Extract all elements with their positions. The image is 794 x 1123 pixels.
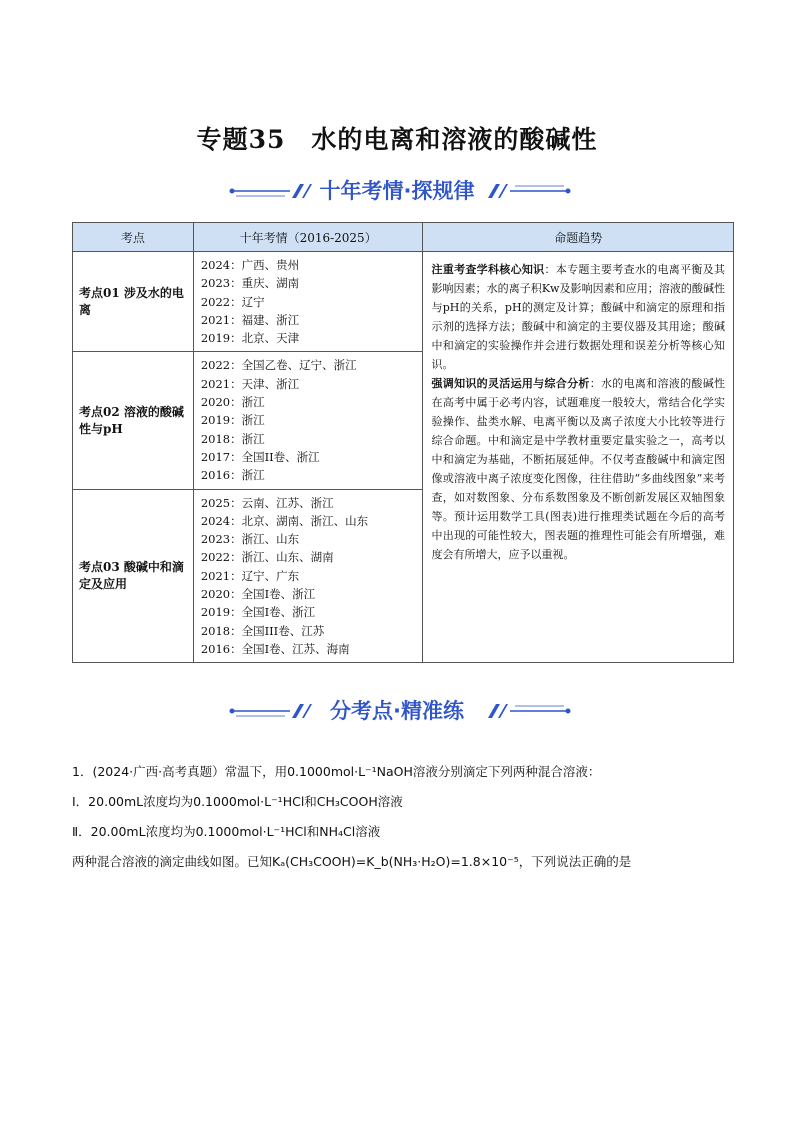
year-line: 2017：全国II卷、浙江 (200, 449, 320, 464)
banner-2-text: 分考点·精准练 (330, 699, 464, 723)
kp-cell (73, 489, 194, 663)
section-banner-1 (0, 176, 794, 206)
year-line: 2022：全国乙卷、辽宁、浙江 (200, 358, 357, 373)
year-line: 2020：浙江 (200, 395, 265, 410)
year-line: 2019：北京、天津 (200, 331, 300, 346)
question-line: Ⅱ．20.00mL浓度均为0.1000mol·L⁻¹HCl和NH₄Cl溶液 (72, 824, 381, 839)
trend-heading-2: 强调知识的灵活运用与综合分析 (431, 377, 590, 390)
year-line: 2019：全国Ⅰ卷、浙江 (200, 605, 316, 620)
page-title: 专题35 水的电离和溶液的酸碱性 (196, 125, 598, 154)
trend-heading-1: 注重考查学科核心知识 (431, 263, 545, 276)
year-line: 2023：重庆、湖南 (200, 276, 300, 291)
table-header: 考点 (73, 223, 194, 252)
years-cell (193, 352, 423, 489)
year-line: 2019：浙江 (200, 413, 265, 428)
question-line: Ⅰ．20.00mL浓度均为0.1000mol·L⁻¹HCl和CH₃COOH溶液 (72, 794, 403, 809)
trend-text-2: ：水的电离和溶液的酸碱性在高考中属于必考内容，试题难度一般较大，常结合化学实验操作、盐类水解、电离平衡以及离子浓度大小比较等进行综合命题。中和滴定是中学教材重要定量实验之一，高考以中和滴定为基础，不断拓展延伸。不仅考查酸碱中和滴定图像或溶液中离子浓度变化图像，往往借助“多曲线图象”来考查，如对数图象、分布系数图象及不断创新发展区双轴图象等。预计运用数学工具(图表)进行推理类试题在今后的高考中出现的可能性较大，图表题的推理性可能会有所增强，难度会有所增大，应予以重视。 (431, 377, 726, 561)
year-line: 2023：浙江、山东 (200, 532, 300, 547)
question-line: 两种混合溶液的滴定曲线如图。已知Kₐ(CH₃COOH)=K_b(NH₃·H₂O)=1.8×10⁻⁵，下列说法正确的是 (72, 854, 632, 869)
year-line: 2024：北京、湖南、浙江、山东 (200, 513, 369, 528)
years-cell (193, 252, 423, 352)
table-header: 命题趋势 (423, 223, 734, 252)
banner-1-text: 十年考情·探规律 (319, 179, 475, 203)
kp-label: 考点03 酸碱中和滴定及应用 (79, 559, 184, 591)
year-line: 2020：全国Ⅰ卷、浙江 (200, 587, 316, 602)
exam-analysis-table (72, 222, 734, 663)
table-header-row (73, 223, 734, 252)
year-line: 2018：浙江 (200, 431, 265, 446)
kp-label: 考点01 涉及水的电离 (79, 285, 184, 317)
years-cell (193, 489, 423, 663)
year-line: 2021：天津、浙江 (200, 376, 300, 391)
year-line: 2022：浙江、山东、湖南 (200, 550, 334, 565)
year-line: 2016：浙江 (200, 468, 265, 483)
trend-cell (423, 252, 734, 663)
year-line: 2016：全国Ⅰ卷、江苏、海南 (200, 641, 350, 656)
table-header: 十年考情（2016-2025） (193, 223, 423, 252)
kp-label: 考点02 溶液的酸碱性与pH (79, 404, 184, 436)
year-line: 2021：福建、浙江 (200, 312, 300, 327)
kp-cell (73, 252, 194, 352)
year-line: 2022：辽宁 (200, 294, 265, 309)
kp-cell (73, 352, 194, 489)
section-banner-2 (0, 696, 794, 726)
year-line: 2021：辽宁、广东 (200, 568, 300, 583)
year-line: 2024：广西、贵州 (200, 258, 300, 272)
question-line: 1．(2024·广西·高考真题）常温下，用0.1000mol·L⁻¹NaOH溶液分别滴定下列两种混合溶液： (72, 764, 601, 779)
year-line: 2018：全国III卷、江苏 (200, 623, 325, 638)
year-line: 2025：云南、江苏、浙江 (200, 495, 334, 510)
trend-text-1: ：本专题主要考查水的电离平衡及其影响因素；水的离子积Kw及影响因素和应用；溶液的酸碱性与pH的关系，pH的测定及计算；酸碱中和滴定的原理和指示剂的选择方法；酸碱中和滴定的主要仪器及其用途；酸碱中和滴定的实验操作并会进行数据处理和误差分析等核心知识。 (431, 263, 726, 371)
table-row (73, 252, 734, 352)
